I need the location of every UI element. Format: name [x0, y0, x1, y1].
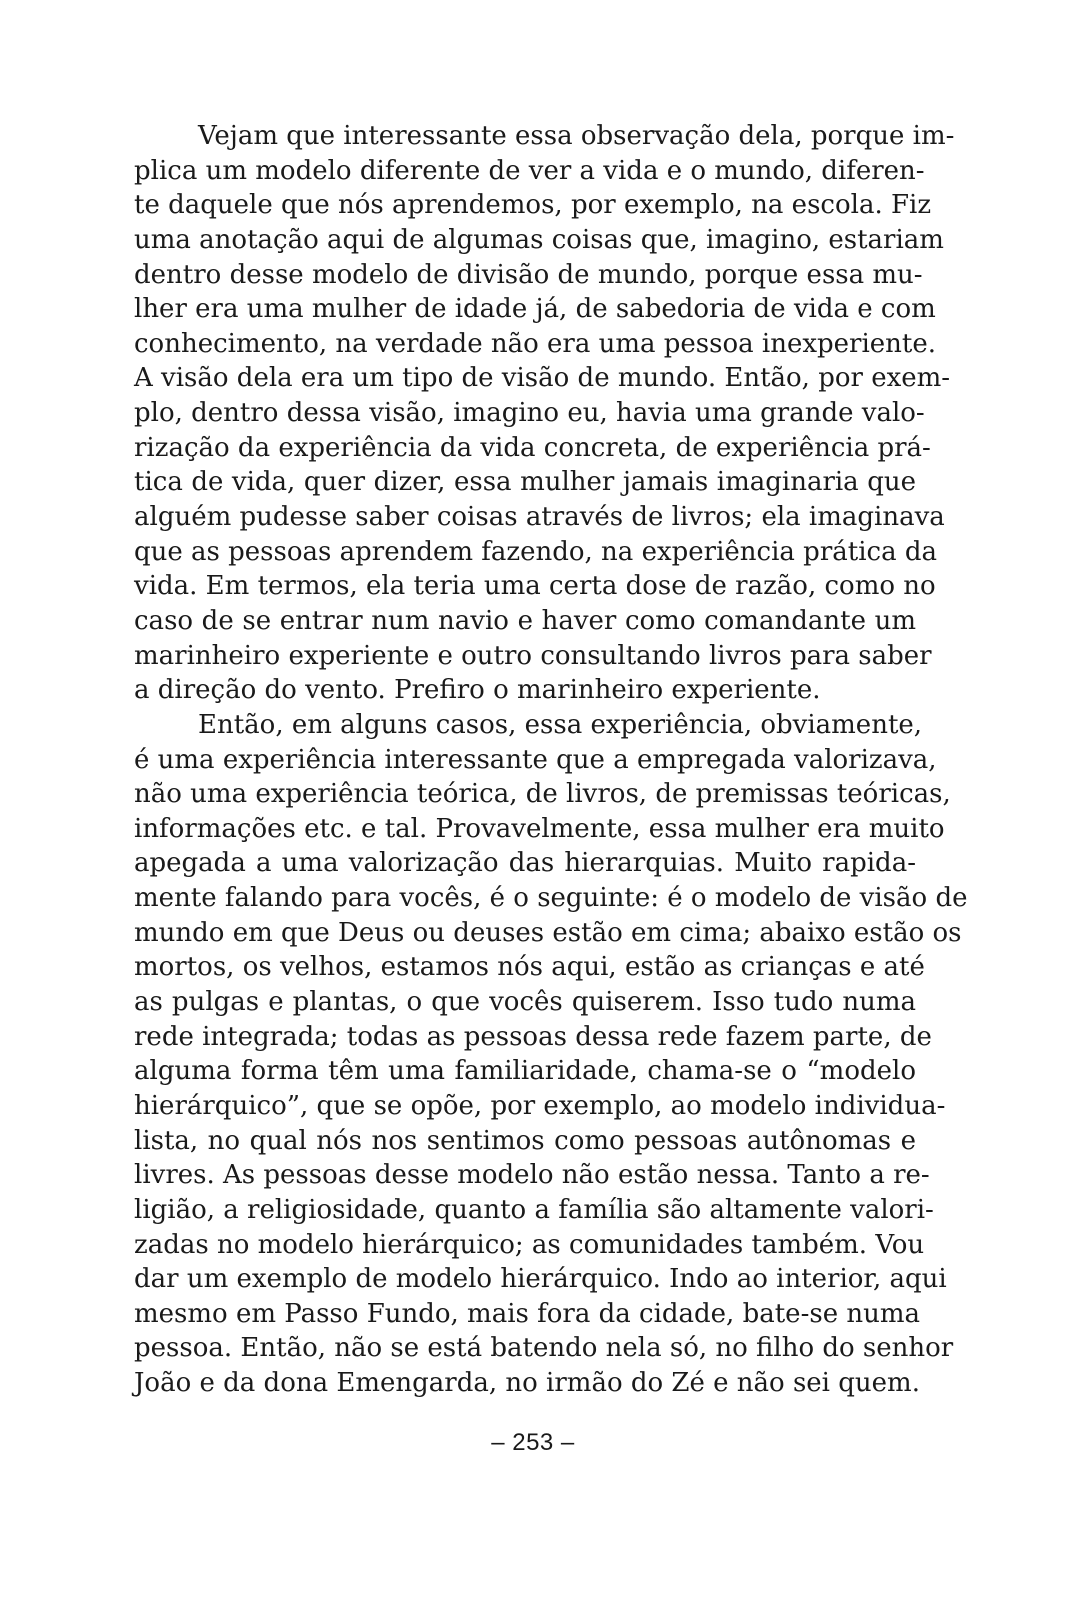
text-line: dar um exemplo de modelo hierárquico. Indo ao interior, aqui — [134, 1264, 947, 1295]
text-line: caso de se entrar num navio e haver como comandante um — [134, 605, 916, 636]
text-line: livres. As pessoas desse modelo não estão nessa. Tanto a re- — [134, 1160, 930, 1191]
text-line: mundo em que Deus ou deuses estão em cima; abaixo estão os — [134, 917, 962, 948]
text-line: que as pessoas aprendem fazendo, na experiência prática da — [134, 536, 937, 567]
text-line: João e da dona Emengarda, no irmão do Zé e não sei quem. — [134, 1368, 920, 1399]
text-line: tica de vida, quer dizer, essa mulher jamais imaginaria que — [134, 467, 916, 498]
text-line: plo, dentro dessa visão, imagino eu, havia uma grande valo- — [134, 398, 925, 429]
text-line: Vejam que interessante essa observação dela, porque im- — [198, 121, 955, 151]
text-line: pessoa. Então, não se está batendo nela só, no filho do senhor — [134, 1333, 954, 1364]
text-line: rização da experiência da vida concreta, de experiência prá- — [134, 432, 931, 463]
text-line: plica um modelo diferente de ver a vida e o mundo, diferen- — [134, 155, 925, 186]
text-line: hierárquico”, que se opõe, por exemplo, ao modelo individua- — [134, 1090, 946, 1121]
paragraph-2 — [134, 708, 968, 1401]
text-line: rede integrada; todas as pessoas dessa rede fazem parte, de — [134, 1021, 932, 1052]
text-line: mortos, os velhos, estamos nós aqui, estão as crianças e até — [134, 952, 925, 983]
text-line: é uma experiência interessante que a empregada valorizava, — [134, 744, 937, 775]
page-number: – 253 – — [491, 1429, 575, 1456]
text-line: dentro desse modelo de divisão de mundo, porque essa mu- — [134, 259, 923, 290]
text-line: marinheiro experiente e outro consultando livros para saber — [134, 640, 932, 671]
text-line: lher era uma mulher de idade já, de sabedoria de vida e com — [134, 294, 936, 325]
text-line: mente falando para vocês, é o seguinte: é o modelo de visão de — [134, 883, 968, 914]
text-line: zadas no modelo hierárquico; as comunidades também. Vou — [134, 1229, 925, 1260]
text-line: a direção do vento. Prefiro o marinheiro experiente. — [134, 675, 821, 706]
text-line: te daquele que nós aprendemos, por exemplo, na escola. Fiz — [134, 190, 932, 221]
text-line: alguma forma têm uma familiaridade, chama-se o “modelo — [134, 1056, 916, 1087]
text-line: lista, no qual nós nos sentimos como pessoas autônomas e — [134, 1125, 916, 1156]
text-line: ligião, a religiosidade, quanto a família são altamente valori- — [134, 1194, 934, 1225]
body-text — [134, 119, 968, 1401]
text-line: A visão dela era um tipo de visão de mundo. Então, por exem- — [134, 363, 951, 394]
text-line: apegada a uma valorização das hierarquias. Muito rapida- — [134, 848, 916, 879]
text-line: as pulgas e plantas, o que vocês quiserem. Isso tudo numa — [134, 987, 916, 1018]
text-line: vida. Em termos, ela teria uma certa dose de razão, como no — [134, 571, 936, 602]
text-line: informações etc. e tal. Provavelmente, essa mulher era muito — [134, 813, 945, 844]
text-line: uma anotação aqui de algumas coisas que, imagino, estariam — [134, 224, 944, 255]
text-line: não uma experiência teórica, de livros, de premissas teóricas, — [134, 779, 951, 810]
text-line: Então, em alguns casos, essa experiência, obviamente, — [198, 709, 923, 740]
text-line: alguém pudesse saber coisas através de livros; ela imaginava — [134, 502, 945, 533]
paragraph-1 — [134, 119, 955, 708]
text-line: mesmo em Passo Fundo, mais fora da cidade, bate-se numa — [134, 1298, 920, 1329]
text-line: conhecimento, na verdade não era uma pessoa inexperiente. — [134, 328, 937, 359]
